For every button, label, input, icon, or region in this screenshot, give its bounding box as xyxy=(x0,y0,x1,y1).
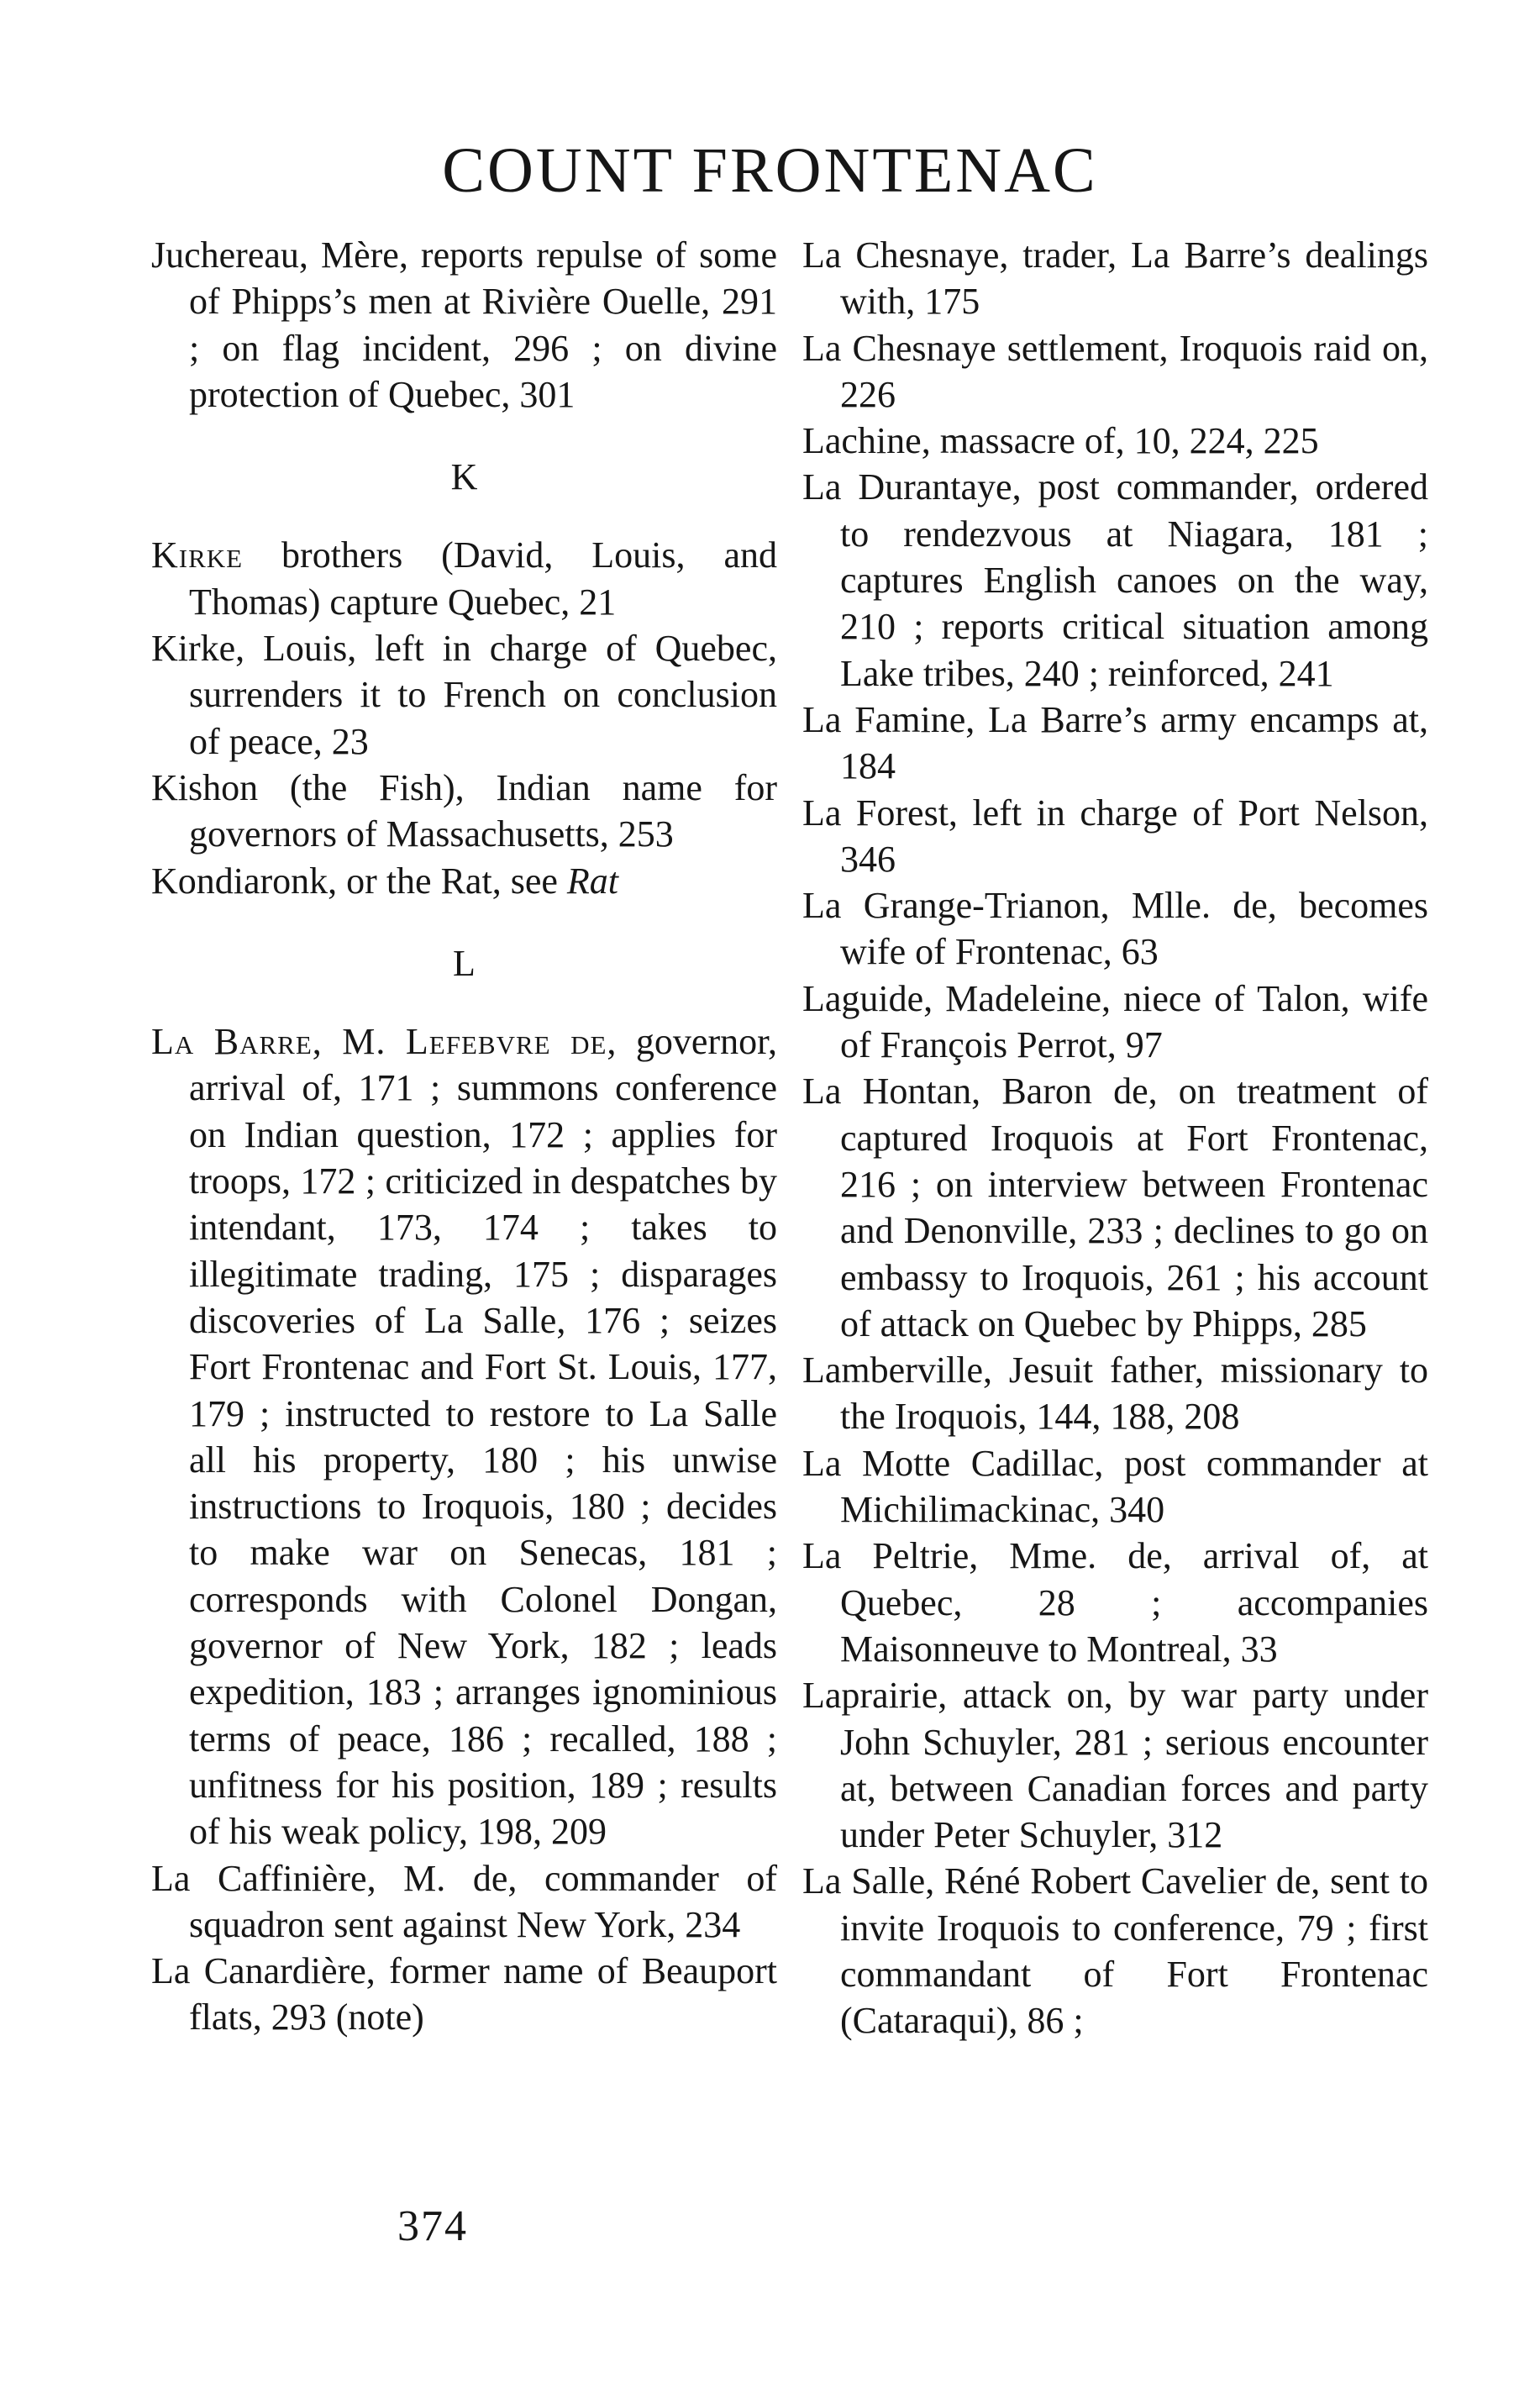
index-entry-kishon: Kishon (the Fish), Indian name for governors of Massachusetts, 253 xyxy=(151,766,777,855)
index-column-left xyxy=(151,232,777,2041)
index-entry-kirke-louis: Kirke, Louis, left in charge of Quebec, surrenders it to French on conclusion of peace, 23 xyxy=(151,628,777,762)
entry-headword: Kirke xyxy=(151,534,244,576)
index-column-right xyxy=(802,232,1428,2044)
index-entry-lamberville: Lamberville, Jesuit father, missionary to the Iroquois, 144, 188, 208 xyxy=(802,1349,1428,1438)
index-entry-la-barre: La Barre, M. Lefebvre de, governor, arrival of, 171 ; summons conference on Indian question, 172 ; applies for troops, 172 ; criticized in despatches by intendant, 173, 174 ; takes to illegitimate trading, 175 ; disparages discoveries of La Salle, 176 ; seizes Fort Frontenac and Fort St. Louis, 177, 179 ; instructed to restore to La Salle all his property, 180 ; his unwise instructions to Iroquois, 180 ; decides to make war on Senecas, 181 ; corresponds with Colonel Dongan, governor of New York, 182 ; leads expedition, 183 ; arranges ignominious terms of peace, 186 ; recalled, 188 ; unfitness for his position, 189 ; results of his weak policy, 198, 209 xyxy=(151,1021,777,1853)
index-entry-la-caffiniere: La Caffinière, M. de, commander of squadron sent against New York, 234 xyxy=(151,1857,777,1945)
index-entry-la-durantaye: La Durantaye, post commander, ordered to rendezvous at Niagara, 181 ; captures English canoes on the way, 210 ; reports critical situation among Lake tribes, 240 ; reinforced, 241 xyxy=(802,466,1428,694)
index-entry-la-peltrie: La Peltrie, Mme. de, arrival of, at Quebec, 28 ; accompanies Maisonneuve to Montreal, 33 xyxy=(802,1535,1428,1670)
index-entry-kondiaronk: Kondiaronk, or the Rat, see Rat xyxy=(151,860,618,902)
index-entry-laguide: Laguide, Madeleine, niece of Talon, wife of François Perrot, 97 xyxy=(802,977,1428,1066)
running-head: COUNT FRONTENAC xyxy=(442,135,1098,206)
letter-heading-k: K xyxy=(450,456,478,498)
letter-heading-l: L xyxy=(453,942,476,984)
index-entry-la-forest: La Forest, left in charge of Port Nelson, 346 xyxy=(802,792,1428,880)
index-entry-laprairie: Laprairie, attack on, by war party under John Schuyler, 281 ; serious encounter at, between Canadian forces and party under Peter Schuyler, 312 xyxy=(802,1675,1428,1856)
index-entry-la-salle: La Salle, Réné Robert Cavelier de, sent to invite Iroquois to conference, 79 ; first commandant of Fort Frontenac (Cataraqui), 86 ; xyxy=(802,1860,1428,2042)
entry-headword: La Barre, M. Lefebvre de, xyxy=(151,1021,618,1063)
index-entry-lachine: Lachine, massacre of, 10, 224, 225 xyxy=(802,420,1319,462)
index-entry-la-chesnaye-trader: La Chesnaye, trader, La Barre’s dealings with, 175 xyxy=(802,234,1428,323)
index-entry-la-canardiere: La Canardière, former name of Beauport flats, 293 (note) xyxy=(151,1950,777,2038)
index-entry-la-chesnaye-settlement: La Chesnaye settlement, Iroquois raid on, 226 xyxy=(802,327,1428,415)
index-entry-la-hontan: La Hontan, Baron de, on treatment of captured Iroquois at Fort Frontenac, 216 ; on interview between Frontenac and Denonville, 233 ; declines to go on embassy to Iroquois, 261 ; his account of attack on Quebec by Phipps, 285 xyxy=(802,1070,1428,1344)
index-entry-kirke-brothers: Kirke brothers (David, Louis, and Thomas) capture Quebec, 21 xyxy=(151,534,777,623)
page-number: 374 xyxy=(397,2202,468,2250)
index-entry-la-famine: La Famine, La Barre’s army encamps at, 184 xyxy=(802,698,1428,787)
cross-reference: Rat xyxy=(566,860,618,902)
index-entry-la-grange-trianon: La Grange-Trianon, Mlle. de, becomes wife of Frontenac, 63 xyxy=(802,885,1428,973)
index-entry-juchereau: Juchereau, Mère, reports repulse of some of Phipps’s men at Rivière Ouelle, 291 ; on flag incident, 296 ; on divine protection of Quebec, 301 xyxy=(151,234,777,415)
index-entry-la-motte-cadillac: La Motte Cadillac, post commander at Michilimackinac, 340 xyxy=(802,1442,1428,1531)
